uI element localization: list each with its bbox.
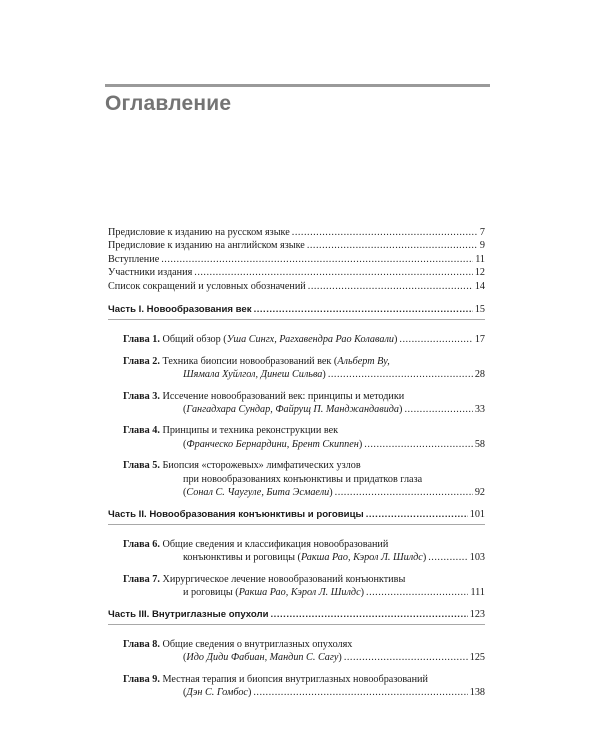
toc-page-number: 11 [475, 253, 485, 265]
toc-chapter-3[interactable] [123, 390, 485, 417]
toc-page-number: 28 [474, 369, 485, 381]
toc-chapter-2[interactable] [123, 355, 485, 382]
toc-page-number: 101 [469, 508, 485, 520]
chapter-close-paren: ) [360, 587, 365, 599]
chapter-open-paren: ( [183, 404, 187, 416]
dot-leader [404, 403, 472, 416]
part-label: Часть III. Внутриглазные опухоли [108, 608, 269, 620]
dot-leader [194, 266, 473, 279]
toc-page-number: 7 [479, 227, 485, 238]
chapter-number: Глава 8. [123, 638, 160, 650]
chapter-authors: Ракша Рао, Кэрол Л. Шилдс [238, 587, 361, 599]
toc-entry-introduction[interactable] [108, 253, 485, 266]
chapter-number: Глава 6. [123, 538, 160, 550]
chapter-authors: Идо Диди Фабиан, Мандип С. Сагу [186, 652, 339, 664]
dot-leader [253, 686, 467, 699]
chapter-authors: Уша Сингх, Рагхавендра Рао Колавали [226, 334, 394, 346]
chapter-title: Общие сведения о внутриглазных опухолях [162, 638, 353, 650]
toc-page-number: 58 [474, 438, 485, 450]
chapter-authors-line-2: Шямала Хуйлгол, Динеш Сильва [183, 369, 323, 381]
dot-leader [399, 333, 472, 346]
part-label: Часть II. Новообразования конъюнктивы и роговицы [108, 508, 364, 520]
chapter-close-paren: ) [393, 334, 398, 346]
chapter-title: Общий обзор ( [162, 334, 227, 346]
dot-leader [161, 253, 473, 266]
toc-entry-preface-ru[interactable] [108, 226, 485, 239]
chapter-number: Глава 7. [123, 573, 160, 585]
toc-entry-label: Предисловие к изданию на английском языке [108, 240, 305, 252]
toc-page-number: 12 [474, 267, 485, 279]
part-1-heading-wrap [108, 303, 485, 320]
toc-page-number: 103 [469, 552, 485, 564]
chapter-open-paren: ( [183, 652, 187, 664]
dot-leader [428, 551, 467, 564]
chapter-number: Глава 9. [123, 673, 160, 685]
toc-entry-label: Список сокращений и условных обозначений [108, 280, 306, 292]
dot-leader [307, 239, 478, 252]
chapter-close-paren: ) [322, 369, 326, 381]
chapter-authors: Сонал С. Чаугуле, Бита Эсмаели [186, 487, 330, 499]
dot-leader [271, 608, 468, 621]
chapter-open-paren: ( [183, 438, 187, 450]
toc-page-number: 125 [469, 652, 485, 664]
toc-chapter-6[interactable] [123, 538, 485, 565]
toc-page-number: 33 [474, 404, 485, 416]
toc-part-1[interactable] [108, 303, 485, 316]
chapter-title-line-2: и роговицы ( [183, 587, 239, 599]
dot-leader [308, 280, 473, 293]
toc-chapter-7[interactable] [123, 573, 485, 600]
table-of-contents [108, 226, 485, 700]
chapter-open-paren: ( [183, 687, 187, 699]
toc-entry-label: Предисловие к изданию на русском языке [108, 227, 290, 238]
chapter-close-paren: ) [247, 687, 252, 699]
toc-entry-label: Участники издания [108, 267, 193, 279]
chapter-close-paren: ) [358, 438, 363, 450]
chapter-title: Хирургическое лечение новообразований конъюнктивы [162, 573, 406, 585]
toc-page-number: 15 [474, 304, 485, 316]
toc-entry-contributors[interactable] [108, 266, 485, 279]
toc-page-number: 14 [474, 280, 485, 292]
toc-entry-preface-en[interactable] [108, 239, 485, 252]
chapter-number: Глава 2. [123, 355, 160, 367]
chapter-number: Глава 3. [123, 390, 160, 402]
chapter-title: Общие сведения и классификация новообразований [162, 538, 389, 550]
chapter-title: Биопсия «сторожевых» лимфатических узлов [162, 460, 361, 472]
dot-leader [344, 651, 468, 664]
chapter-authors: Ракша Рао, Кэрол Л. Шилдс [300, 552, 423, 564]
chapter-title: Техника биопсии новообразований век ( [162, 355, 338, 367]
chapter-close-paren: ) [329, 487, 333, 499]
chapter-number: Глава 4. [123, 425, 160, 437]
toc-page-number: 92 [474, 487, 485, 499]
toc-chapter-5[interactable] [123, 459, 485, 499]
page-title: Оглавление [105, 92, 232, 115]
chapter-authors: Франческо Бернардини, Брент Скиппен [186, 438, 359, 450]
chapter-authors: Дэн С. Гомбос [186, 687, 248, 699]
chapter-open-paren: ( [183, 487, 187, 499]
dot-leader [254, 303, 473, 316]
toc-page-number: 138 [469, 687, 485, 699]
toc-page-number: 9 [479, 240, 485, 252]
part-3-heading-wrap [108, 608, 485, 625]
toc-chapter-4[interactable] [123, 424, 485, 451]
chapter-authors-line-1: Альберт Ву, [337, 355, 390, 367]
toc-entry-abbreviations[interactable] [108, 280, 485, 293]
dot-leader [364, 438, 473, 451]
dot-leader [335, 486, 473, 499]
dot-leader [292, 226, 478, 239]
toc-part-3[interactable] [108, 608, 485, 621]
toc-page-number: 111 [470, 587, 485, 599]
toc-chapter-9[interactable] [123, 673, 485, 700]
chapter-number: Глава 5. [123, 460, 160, 472]
chapter-title-line-2: при новообразованиях конъюнктивы и придатков глаза [183, 473, 423, 485]
dot-leader [366, 508, 468, 521]
toc-page-number: 17 [474, 334, 485, 346]
chapter-close-paren: ) [422, 552, 427, 564]
chapter-close-paren: ) [399, 404, 403, 416]
dot-leader [328, 368, 473, 381]
dot-leader [366, 586, 468, 599]
chapter-title: Принципы и техника реконструкции век [162, 425, 339, 437]
chapter-title-line-2: конъюнктивы и роговицы ( [183, 552, 301, 564]
chapter-authors: Гангадхара Сундар, Файрущ П. Манджандавида [186, 404, 400, 416]
toc-page-number: 123 [469, 608, 485, 620]
part-label: Часть I. Новообразования век [108, 304, 252, 316]
part-2-heading-wrap [108, 508, 485, 525]
chapter-close-paren: ) [338, 652, 342, 664]
toc-chapter-8[interactable] [123, 638, 485, 665]
chapter-number: Глава 1. [123, 334, 160, 346]
toc-chapter-1[interactable] [123, 333, 485, 346]
toc-entry-label: Вступление [108, 253, 160, 265]
toc-part-2[interactable] [108, 508, 485, 521]
header-rule [105, 84, 490, 87]
chapter-title: Местная терапия и биопсия внутриглазных новообразований [162, 673, 428, 685]
chapter-title: Иссечение новообразований век: принципы и методики [162, 390, 405, 402]
